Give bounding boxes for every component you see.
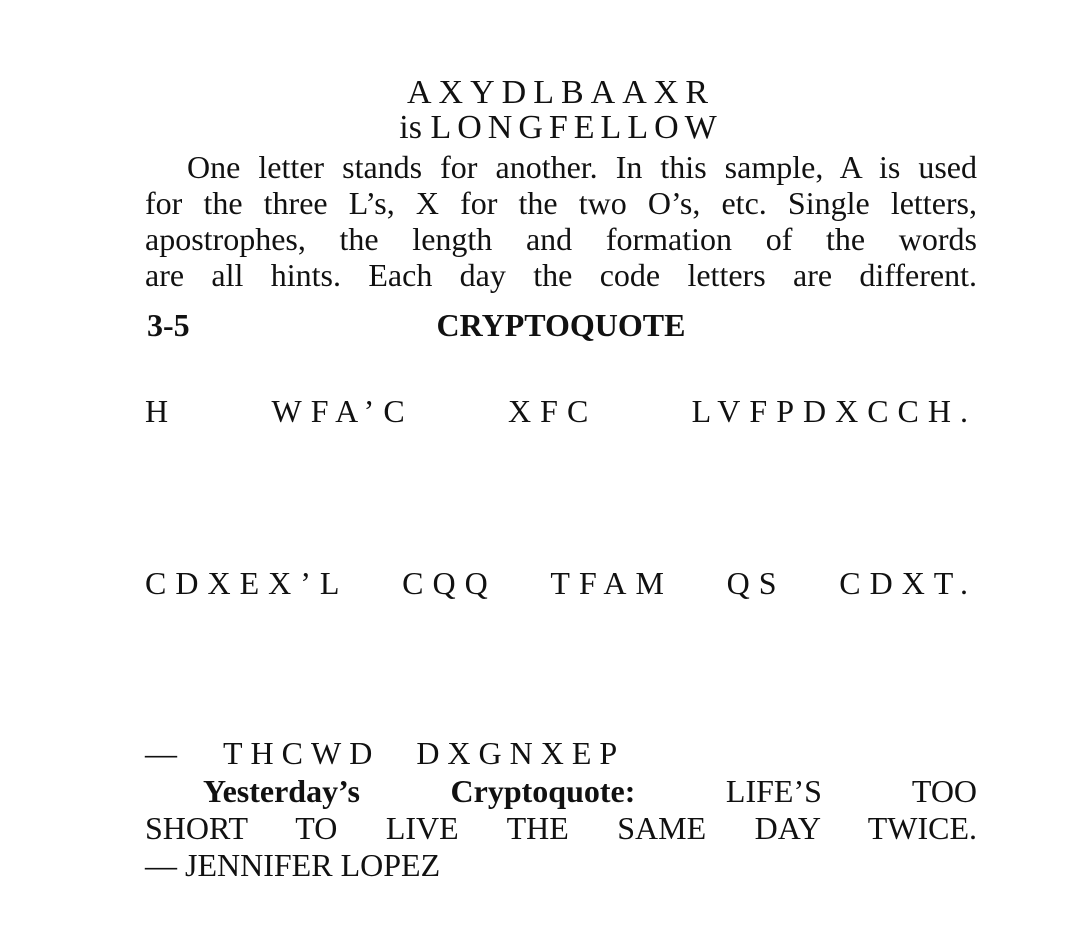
- cipher-author: [145, 733, 653, 773]
- sample-prefix: is: [399, 109, 422, 146]
- cipher-word: XFC: [508, 393, 598, 429]
- yesterday-label: Yesterday’s: [203, 773, 360, 809]
- instructions-line: are all hints. Each day the code letters are different.: [145, 257, 977, 293]
- yesterday-line-3: — JENNIFER LOPEZ: [145, 847, 441, 883]
- yesterday-answer: [145, 773, 977, 884]
- yesterday-line-2: SHORT TO LIVE THE SAME DAY TWICE.: [145, 810, 977, 846]
- sample-cipher: AXYDLBAAXR: [407, 74, 715, 111]
- instructions: [145, 149, 977, 293]
- author-dash: —: [145, 735, 177, 771]
- cipher-word: TFAM: [550, 565, 673, 601]
- cipher-word: LVFPDXCCH.: [691, 393, 977, 429]
- cipher-word: WFA’C: [271, 393, 414, 429]
- answer-word: TOO: [911, 773, 978, 809]
- sample-decoded: [145, 109, 977, 147]
- cipher-word: CQQ: [402, 565, 497, 601]
- instructions-line: One letter stands for another. In this sample, A is used: [187, 149, 977, 185]
- instructions-line: for the three L’s, X for the two O’s, etc. Single letters,: [145, 185, 977, 221]
- cipher-word: CDXEX’L: [145, 565, 349, 601]
- yesterday-line-1: [145, 773, 977, 810]
- sample-plain: LONGFELLOW: [430, 109, 723, 146]
- yesterday-label: Cryptoquote:: [450, 773, 636, 809]
- cipher-word: CDXT.: [839, 565, 977, 601]
- puzzle-title: CRYPTOQUOTE: [436, 307, 686, 343]
- puzzle-number: 3-5: [147, 307, 190, 343]
- cipher-line-1: [145, 391, 977, 431]
- cipher-word: H: [145, 393, 178, 429]
- instructions-line: apostrophes, the length and formation of the words: [145, 221, 977, 257]
- cipher-line-2: [145, 563, 977, 603]
- cipher-word: THCWD: [223, 735, 381, 771]
- answer-word: LIFE’S: [725, 773, 822, 809]
- cipher-word: QS: [726, 565, 786, 601]
- cipher-word: DXGNXEP: [416, 735, 626, 771]
